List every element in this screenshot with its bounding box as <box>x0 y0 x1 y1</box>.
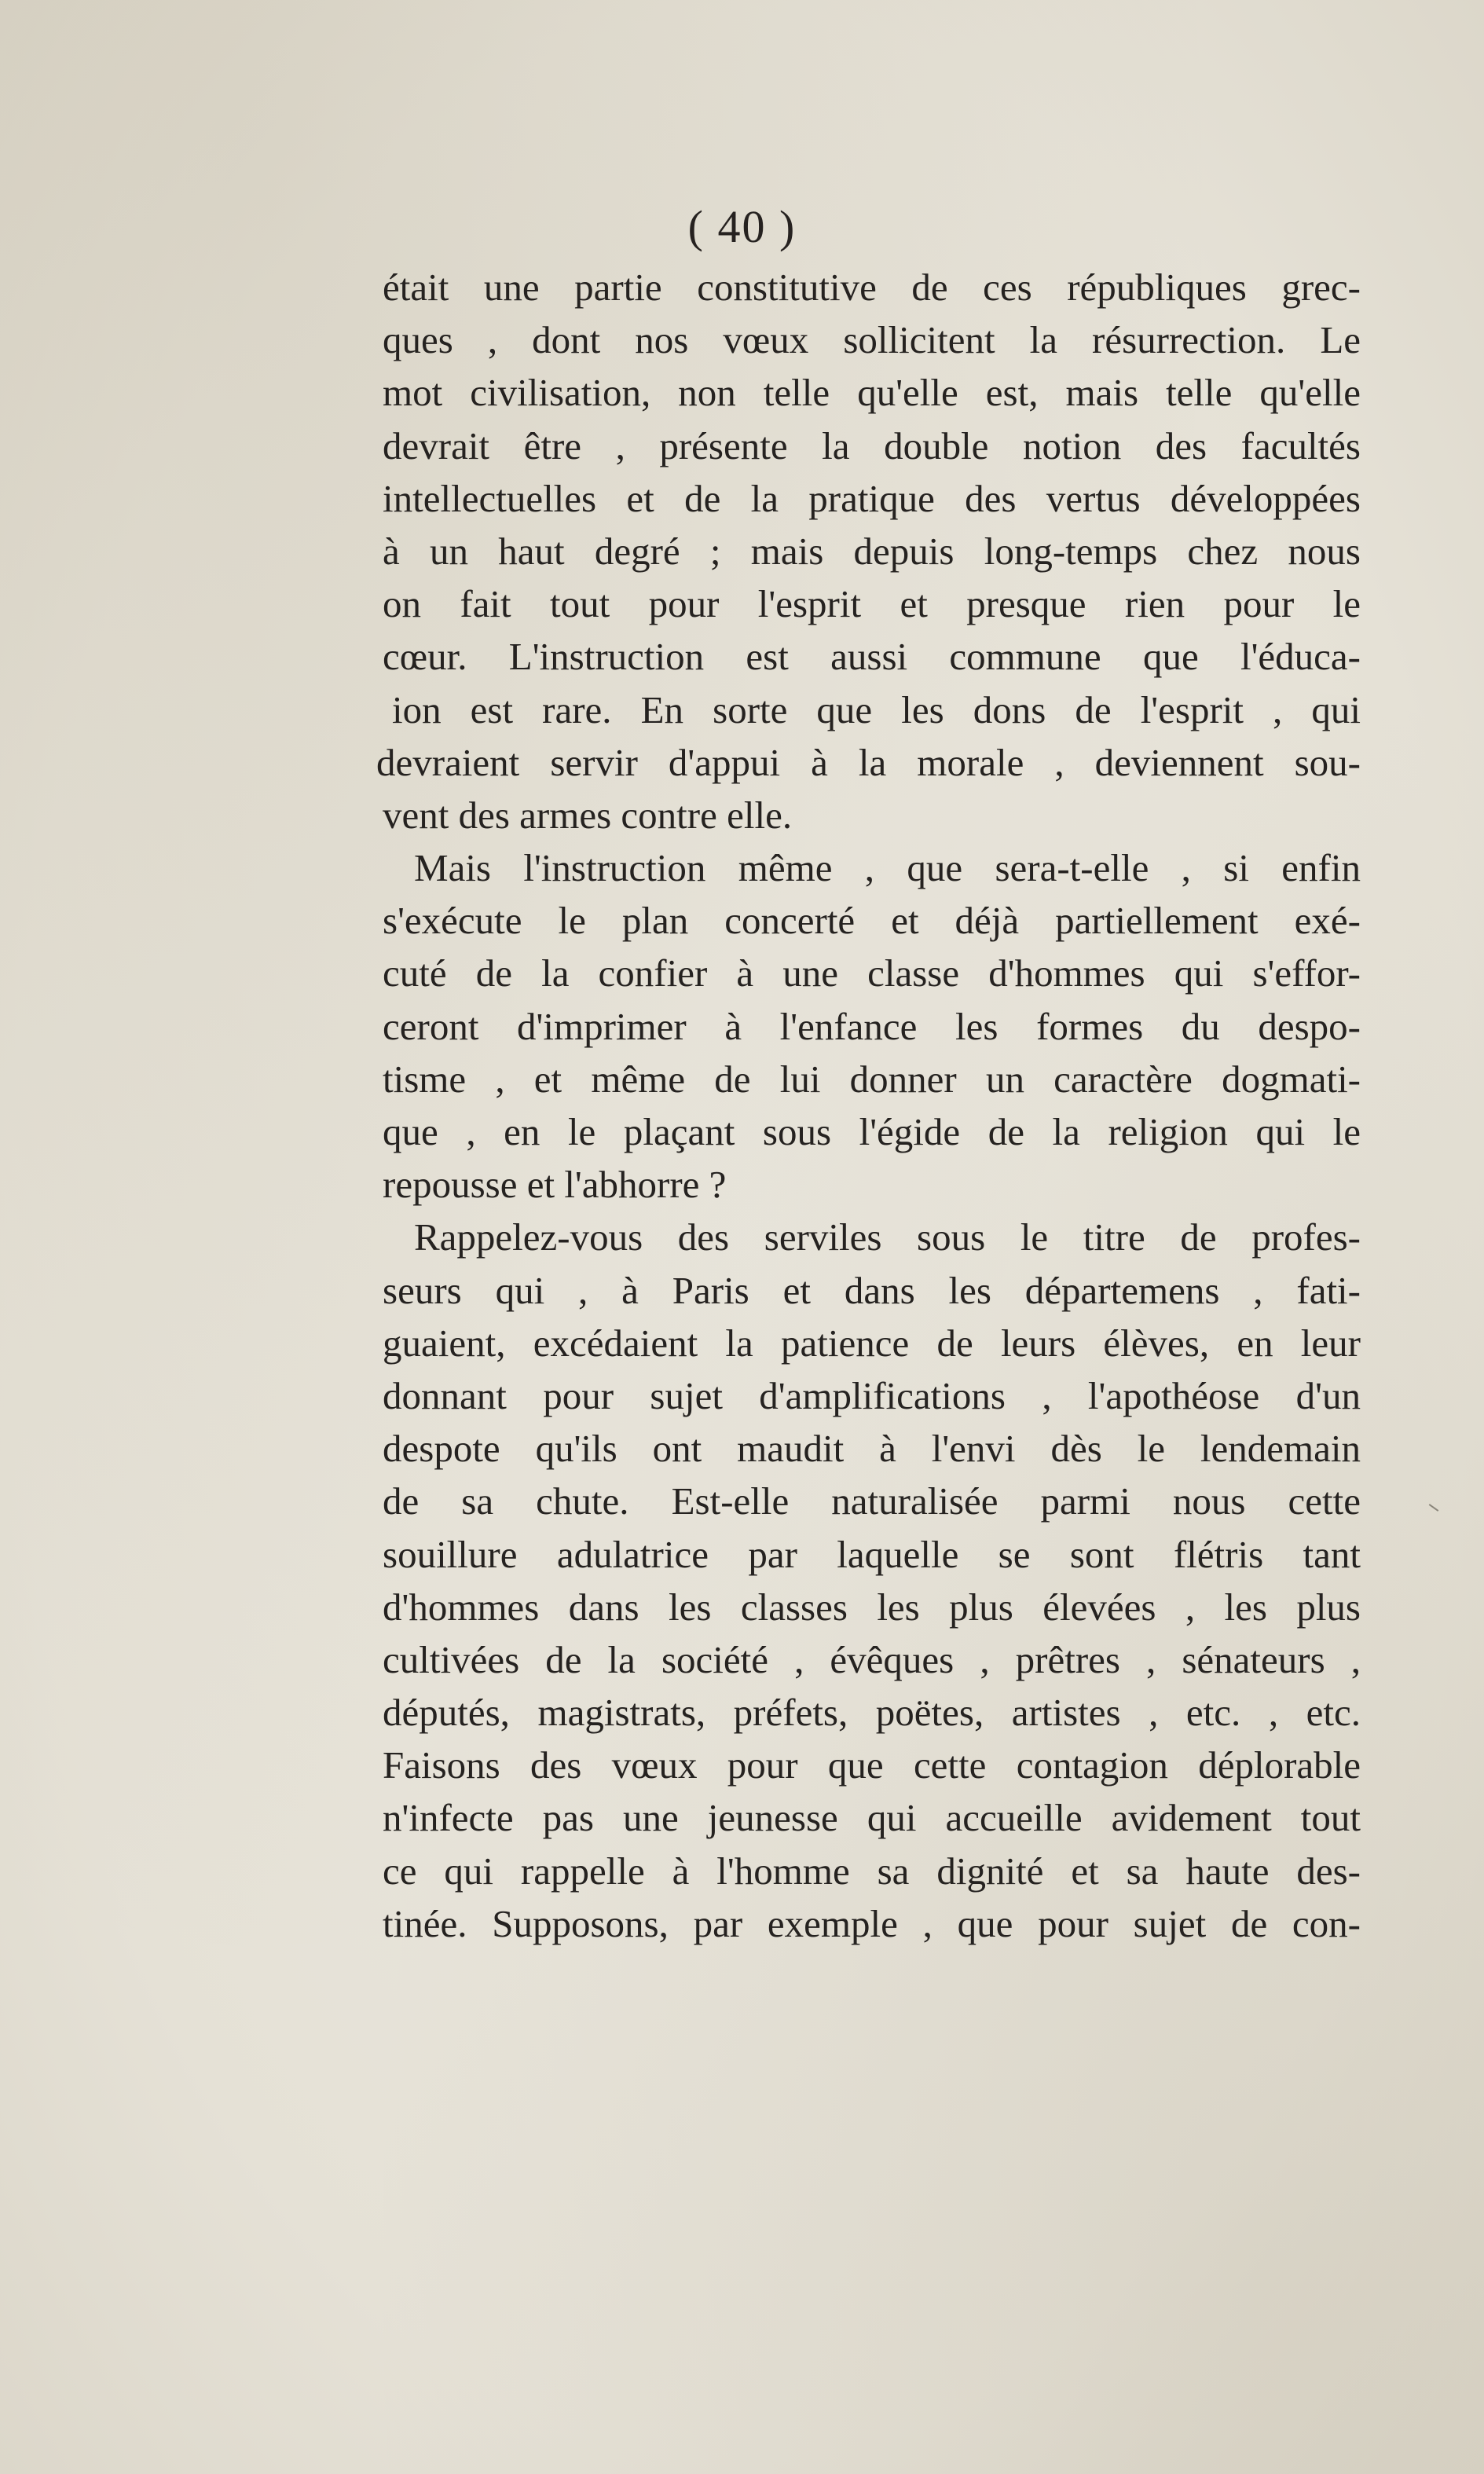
text-line: cœur. L'instruction est aussi commune que l'éduca- <box>383 635 1361 679</box>
text-line: devrait être , présente la double notion des facultés <box>383 423 1361 467</box>
text-line: vent des armes contre elle. <box>383 793 793 837</box>
text-line: d'hommes dans les classes les plus élevées , les plus <box>383 1585 1361 1629</box>
text-line: intellectuelles et de la pratique des vertus développées <box>383 476 1361 520</box>
text-line: de sa chute. Est-elle naturalisée parmi nous cette <box>383 1479 1361 1523</box>
text-line: seurs qui , à Paris et dans les départemens , fati- <box>383 1268 1361 1312</box>
text-line: cultivées de la société , évêques , prêtres , sénateurs , <box>383 1637 1361 1681</box>
text-line: ques , dont nos vœux sollicitent la résurrection. Le <box>383 318 1361 362</box>
body-text <box>376 261 1361 1950</box>
text-line: députés, magistrats, préfets, poëtes, artistes , etc. , etc. <box>383 1691 1361 1735</box>
text-line: on fait tout pour l'esprit et presque rien pour le <box>383 582 1361 626</box>
text-line: despote qu'ils ont maudit à l'envi dès le lendemain <box>383 1427 1361 1471</box>
text-line: ceront d'imprimer à l'enfance les formes du despo- <box>383 1004 1361 1048</box>
page-number: ( 40 ) <box>687 201 797 252</box>
text-line: souillure adulatrice par laquelle se sont flétris tant <box>383 1532 1361 1576</box>
text-line: que , en le plaçant sous l'égide de la religion qui le <box>383 1110 1361 1153</box>
text-line: mot civilisation, non telle qu'elle est, mais telle qu'elle <box>383 371 1361 415</box>
text-line: guaient, excédaient la patience de leurs élèves, en leur <box>383 1321 1361 1365</box>
text-line: tisme , et même de lui donner un caractère dogmati- <box>383 1057 1361 1101</box>
text-line: ce qui rappelle à l'homme sa dignité et sa haute des- <box>383 1849 1361 1893</box>
text-line: tinée. Supposons, par exemple , que pour sujet de con- <box>383 1901 1361 1945</box>
text-line: cuté de la confier à une classe d'hommes qui s'effor- <box>383 951 1361 995</box>
text-line: était une partie constitutive de ces républiques grec- <box>383 266 1361 309</box>
text-line: donnant pour sujet d'amplifications , l'apothéose d'un <box>383 1373 1361 1417</box>
ink-speck <box>1429 1504 1439 1512</box>
text-line: repousse et l'abhorre ? <box>383 1163 727 1207</box>
paragraph-start-line: Mais l'instruction même , que sera-t-elle , si enfin <box>414 846 1361 890</box>
text-line: à un haut degré ; mais depuis long-temps chez nous <box>383 529 1361 573</box>
text-line: devraient servir d'appui à la morale , deviennent sou- <box>376 740 1361 784</box>
text-line: ion est rare. En sorte que les dons de l'esprit , qui <box>392 687 1361 731</box>
text-line: s'exécute le plan concerté et déjà partiellement exé- <box>383 899 1361 943</box>
text-line: Faisons des vœux pour que cette contagion déplorable <box>383 1743 1361 1787</box>
paragraph-start-line: Rappelez-vous des serviles sous le titre de profes- <box>414 1215 1361 1259</box>
text-line: n'infecte pas une jeunesse qui accueille avidement tout <box>383 1796 1361 1840</box>
